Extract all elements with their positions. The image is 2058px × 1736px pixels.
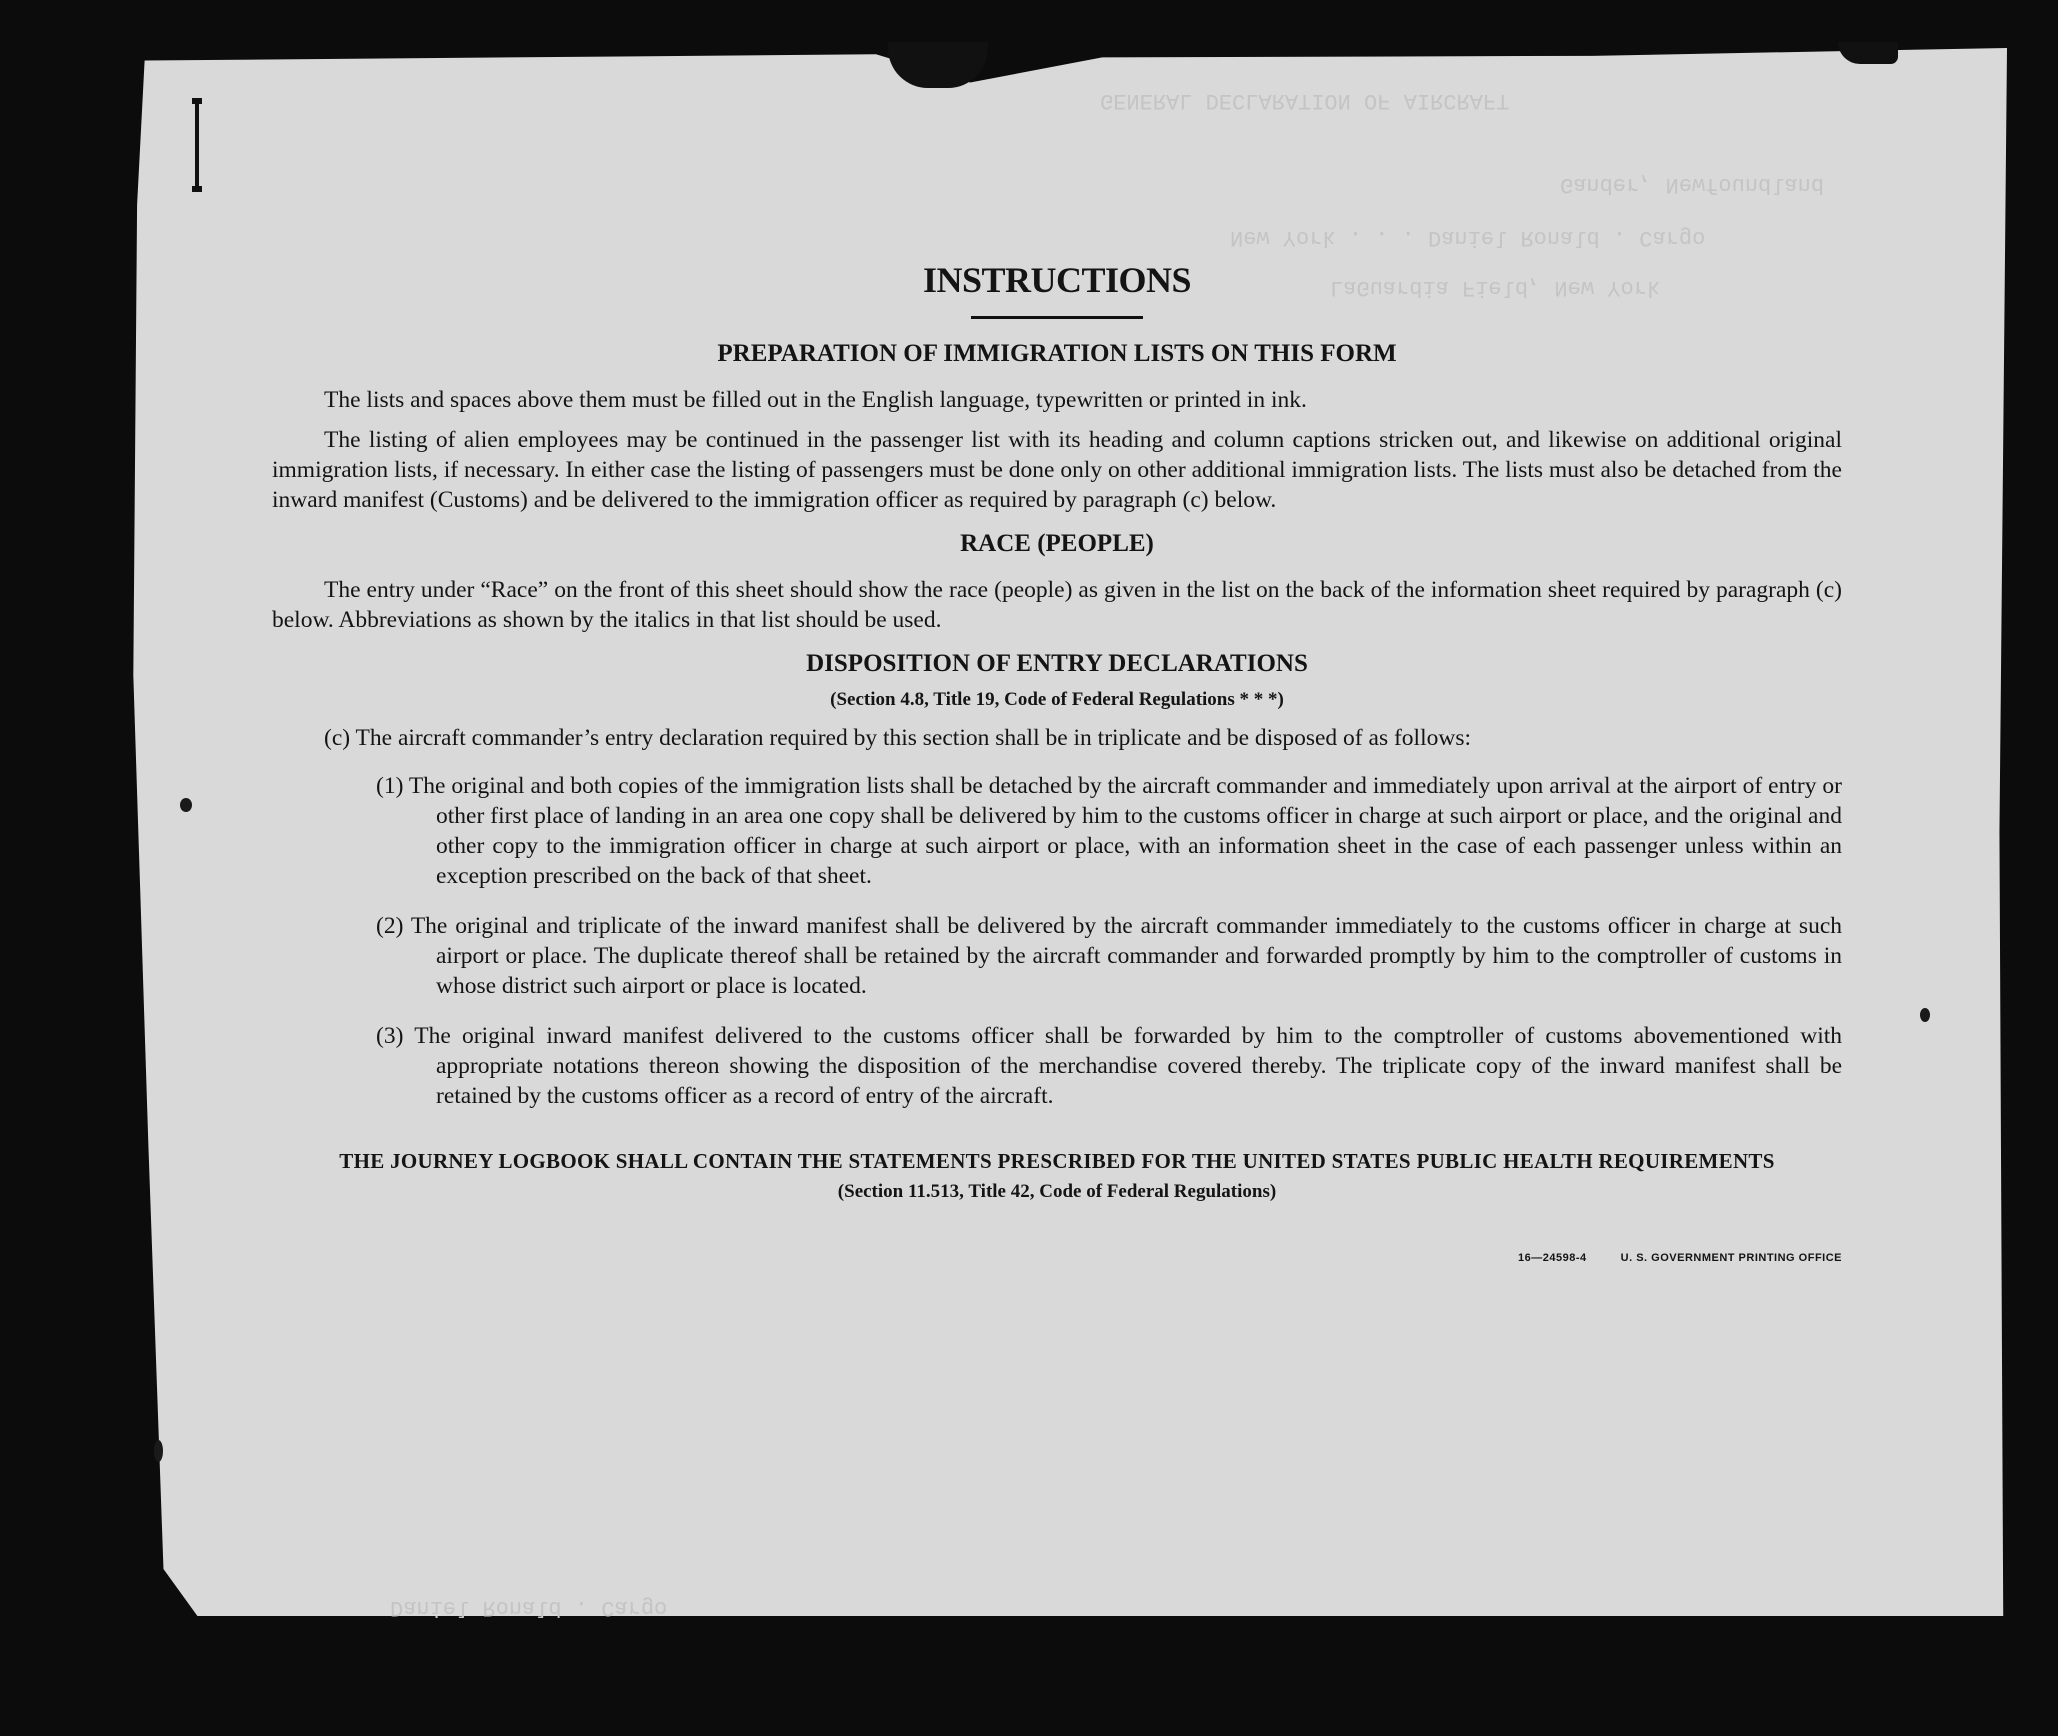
page-title: INSTRUCTIONS — [922, 260, 1192, 300]
bleed-through-text: LaGuardia Field, New York — [1330, 275, 1661, 300]
section-heading-preparation: PREPARATION OF IMMIGRATION LISTS ON THIS FORM — [717, 340, 1397, 367]
paragraph: The listing of alien employees may be continued in the passenger list with its heading and column captions stricken out, and likewise on additional original immigration lists, if necessary. In either case the listing of passengers must be done only on other additional immigration lists. The lists must also be detached from the inward manifest (Customs) and be delivered to the immigration officer as required by paragraph (c) below. — [272, 427, 1842, 513]
scan-mark — [1920, 1008, 1930, 1022]
paragraph-c: (c) The aircraft commander’s entry declaration required by this section shall be in triplicate and be disposed of as follows: — [324, 725, 1471, 751]
bleed-through-text: New York . . . Daniel Ronald . Cargo — [1230, 225, 1706, 250]
section-heading-race: RACE (PEOPLE) — [960, 530, 1154, 557]
scan-mark — [192, 186, 202, 192]
list-item: (3) The original inward manifest delivered to the customs officer shall be forwarded by him to the comptroller of customs abovementioned with appropriate notations thereon showing the disposition of the merchandise covered thereby. The triplicate copy of the inward manifest shall be retained by the customs officer as a record of entry of the aircraft. — [376, 1023, 1842, 1109]
scan-mark — [192, 98, 202, 104]
list-item: (1) The original and both copies of the immigration lists shall be detached by the aircraft commander and immediately upon arrival at the airport of entry or other first place of landing in an area one copy shall be delivered by him to the customs officer in charge at such airport or place, and the original and other copy to the immigration officer in charge at such airport or place, with an information sheet in the case of each passenger unless within an exception prescribed on the back of that sheet. — [376, 773, 1842, 889]
list-item: (2) The original and triplicate of the inward manifest shall be delivered by the aircraft commander immediately to the customs officer in charge at such airport or place. The duplicate thereof shall be retained by the aircraft commander and forwarded promptly by him to the comptroller of customs in whose district such airport or place is located. — [376, 913, 1842, 999]
section-heading-disposition: DISPOSITION OF ENTRY DECLARATIONS — [806, 650, 1308, 677]
paragraph: The entry under “Race” on the front of this sheet should show the race (people) as given in the list on the back of the information sheet required by paragraph (c) below. Abbreviations as shown by the italics in that list should be used. — [272, 577, 1842, 633]
paragraph: The lists and spaces above them must be filled out in the English language, typewritten or printed in ink. — [324, 387, 1307, 413]
printer-name: U. S. GOVERNMENT PRINTING OFFICE — [1620, 1252, 1842, 1264]
scan-mark — [154, 1440, 163, 1462]
bleed-through-text: Gander, Newfoundland — [1560, 172, 1825, 197]
footer-citation: (Section 11.513, Title 42, Code of Federal Regulations) — [837, 1181, 1277, 1202]
printer-imprint — [272, 1243, 1842, 1273]
bleed-through-text: GENERAL DECLARATION OF AIRCRAFT — [1100, 88, 1510, 113]
form-number: 16—24598-4 — [1518, 1252, 1587, 1264]
instructions-document — [272, 250, 1842, 1273]
bleed-through-text: Daniel Ronald . Cargo — [390, 1595, 668, 1620]
section-citation: (Section 4.8, Title 19, Code of Federal Regulations * * *) — [830, 689, 1284, 710]
hole-punch-mark — [195, 100, 199, 188]
title-underline — [971, 316, 1143, 319]
health-requirements-statement: THE JOURNEY LOGBOOK SHALL CONTAIN THE STATEMENTS PRESCRIBED FOR THE UNITED STATES PUBLIC HEALTH REQUIREMENTS — [339, 1149, 1775, 1173]
scan-mark — [180, 798, 192, 812]
